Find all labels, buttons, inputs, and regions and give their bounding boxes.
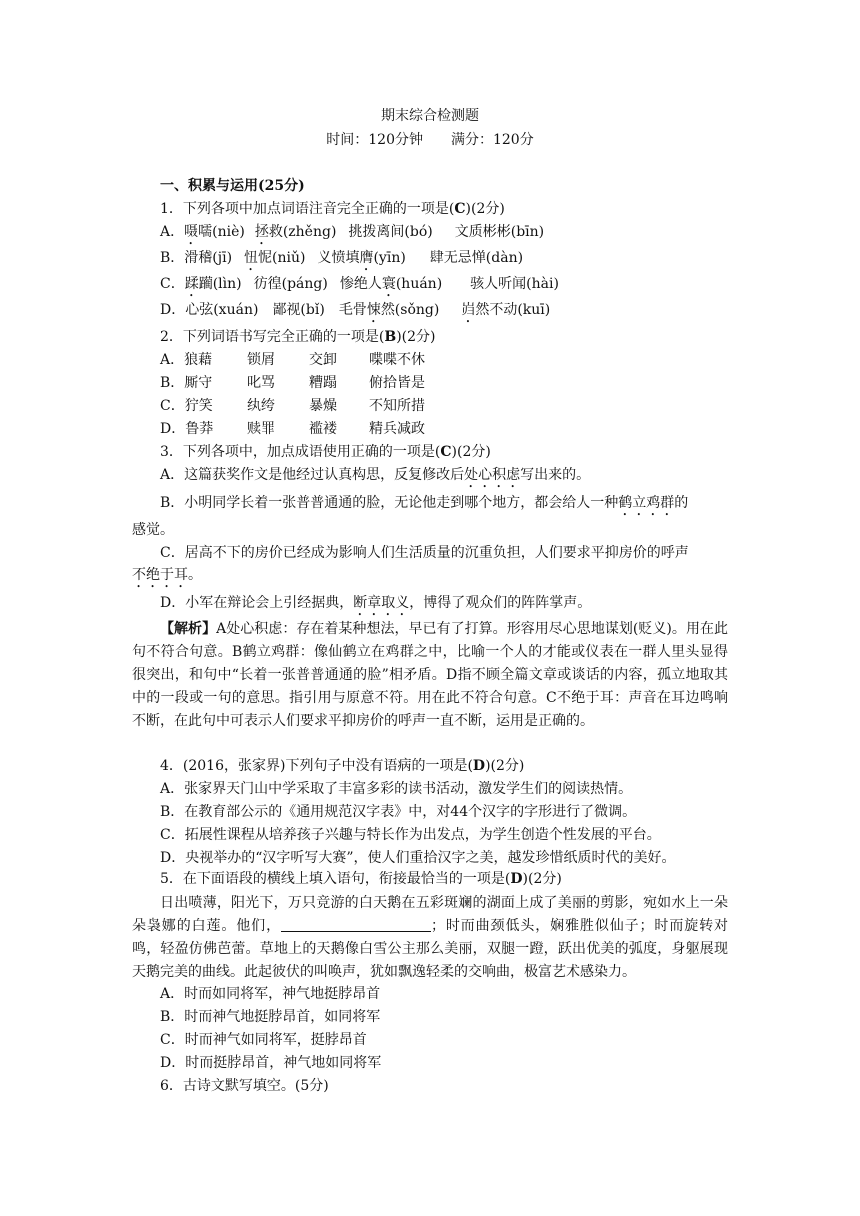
q4-option-b: B．在教育部公示的《通用规范汉字表》中，对44个汉字的字形进行了微调。 xyxy=(160,804,637,820)
q3-option-b-cont: 感觉。 xyxy=(132,522,174,538)
exam-info: 时间：120分钟 满分：120分 xyxy=(326,132,534,148)
question-2: 2．下列词语书写完全正确的一项是(B)(2分) xyxy=(160,329,436,345)
q1-option-c: C．蹂躏(lìn) 彷徨(páng) 惨绝人寰(huán) 骇人听闻(hài) xyxy=(160,276,559,292)
q1-option-d: D．心弦(xuán) 鄙视(bǐ) 毛骨悚然(sǒng) 岿然不动(kuī) xyxy=(160,302,551,318)
q1-option-a: A．嗫嚅(niè) 拯救(zhěng) 挑拨离间(bó) 文质彬彬(bīn) xyxy=(160,224,545,240)
question-3: 3．下列各项中，加点成语使用正确的一项是(C)(2分) xyxy=(160,444,491,460)
q3-option-b: B．小明同学长着一张普普通通的脸，无论他走到哪个地方，都会给人一种鹤立鸡群的 xyxy=(160,495,689,511)
exam-page: 期末综合检测题 时间：120分钟 满分：120分 一、积累与运用(25分) 1．下列各项中加点词语注音完全正确的一项是(C)(2分) A．嗫嚅(niè) 拯救(zhěng) 挑拨离间(bó) 文质彬彬(bīn) B．滑稽(jī) 忸怩(niǔ) 义愤填膺(yīn) 肆无忌惮(dàn) C．蹂躏(lìn) 彷徨(páng) 惨绝人寰(huán) 骇人听闻(hài) D．心弦(xuán) 鄙视(bǐ) 毛骨悚然(sǒng) 岿然不动(kuī) 2．下列词语书写完全正确的一项是(B)(2分) A．狼藉 锁屑 交卸 喋喋不休 B．厮守 叱骂 糟蹋 俯拾皆是 C．狞笑 纨绔 暴燥 不知所措 D．鲁莽 赎罪 褴褛 精兵减政 3．下列各项中，加点成语使用正确的一项是(C)(2分) A．这篇获奖作文是他经过认真构思，反复修改后处心积虑写出来的。 B．小明同学长着一张普普通通的脸，无论他走到哪个地方，都会给人一种鹤立鸡群的 感觉。 C．居高不下的房价已经成为影响人们生活质量的沉重负担，人们要求平抑房价的呼声 不绝于耳。 D．小军在辩论会上引经据典，断章取义，博得了观众们的阵阵掌声。 【解析】A处心积虑：存在着某种想法，早已有了打算。形容用尽心思地谋划(贬义)。用在此句不符合句意。B鹤立鸡群：像仙鹤立在鸡群之中，比喻一个人的才能或仪表在一群人里头显得很突出，和句中“长着一张普普通通的脸”相矛盾。D指不顾全篇文章或谈话的内容，孤立地取其中的一段或一句的意思。指引用与原意不符。用在此不符合句意。C不绝于耳：声音在耳边鸣响不断，在此句中可表示人们要求平抑房价的呼声一直不断，运用是正确的。 4．(2016，张家界)下列句子中没有语病的一项是(D)(2分) A．张家界天门山中学采取了丰富多彩的读书活动，激发学生们的阅读热情。 B．在教育部公示的《通用规范汉字表》中，对44个汉字的字形进行了微调。 C．拓展性课程从培养孩子兴趣与特长作为出发点，为学生创造个性发展的平台。 D．央视举办的“汉字听写大赛”，使人们重拾汉字之美，越发珍惜纸质时代的美好。 5．在下面语段的横线上填入语句，衔接最恰当的一项是(D)(2分) 日出喷薄，阳光下，万只竞游的白天鹅在五彩斑斓的湖面上成了美丽的剪影，宛如水上一朵朵袅娜的白莲。他们， ；时而曲颈低头，娴雅胜似仙子；时而旋转对鸣，轻盈仿佛芭蕾。草地上的天鹅像白雪公主那么美丽，双腿一蹬，跃出优美的弧度，身躯展现天鹅完美的曲线。此起彼伏的叫唤声，犹如飘逸轻柔的交响曲，极富艺术感染力。 A．时而如同将军，神气地挺脖昂首 B．时而神气地挺脖昂首，如同将军 C．时而神气如同将军，挺脖昂首 D．时而挺脖昂首，神气地如同将军 6．古诗文默写填空。(5分) xyxy=(0,0,860,1216)
fill-blank xyxy=(281,917,431,932)
q3-option-d: D．小军在辩论会上引经据典，断章取义，博得了观众们的阵阵掌声。 xyxy=(160,595,592,611)
q1-option-b: B．滑稽(jī) 忸怩(niǔ) 义愤填膺(yīn) 肆无忌惮(dàn) xyxy=(160,250,524,266)
q4-option-c: C．拓展性课程从培养孩子兴趣与特长作为出发点，为学生创造个性发展的平台。 xyxy=(160,827,661,843)
page-title: 期末综合检测题 xyxy=(381,108,479,124)
q5-option-b: B．时而神气地挺脖昂首，如同将军 xyxy=(160,1009,381,1025)
q3-option-c: C．居高不下的房价已经成为影响人们生活质量的沉重负担，人们要求平抑房价的呼声 xyxy=(160,545,689,561)
q3-analysis: 【解析】A处心积虑：存在着某种想法，早已有了打算。形容用尽心思地谋划(贬义)。用在此句不符合句意。B鹤立鸡群：像仙鹤立在鸡群之中，比喻一个人的才能或仪表在一群人里头显得很突出，和句中“长着一张普普通通的脸”相矛盾。D指不顾全篇文章或谈话的内容，孤立地取其中的一段或一句的意思。指引用与原意不符。用在此不符合句意。C不绝于耳：声音在耳边鸣响不断，在此句中可表示人们要求平抑房价的呼声一直不断，运用是正确的。 xyxy=(132,621,728,729)
q5-passage: 日出喷薄，阳光下，万只竞游的白天鹅在五彩斑斓的湖面上成了美丽的剪影，宛如水上一朵朵袅娜的白莲。他们， ；时而曲颈低头，娴雅胜似仙子；时而旋转对鸣，轻盈仿佛芭蕾。草地上的天鹅像白雪公主那么美丽，双腿一蹬，跃出优美的弧度，身躯展现天鹅完美的曲线。此起彼伏的叫唤声，犹如飘逸轻柔的交响曲，极富艺术感染力。 xyxy=(132,895,729,980)
q5-option-d: D．时而挺脖昂首，神气地如同将军 xyxy=(160,1055,382,1071)
q5-option-a: A．时而如同将军，神气地挺脖昂首 xyxy=(160,986,381,1002)
q4-option-d: D．央视举办的“汉字听写大赛”，使人们重拾汉字之美，越发珍惜纸质时代的美好。 xyxy=(160,850,676,866)
question-1: 1．下列各项中加点词语注音完全正确的一项是(C)(2分) xyxy=(160,201,505,217)
question-6: 6．古诗文默写填空。(5分) xyxy=(160,1078,329,1094)
q4-option-a: A．张家界天门山中学采取了丰富多彩的读书活动，激发学生们的阅读热情。 xyxy=(160,781,633,797)
q5-option-c: C．时而神气如同将军，挺脖昂首 xyxy=(160,1032,367,1048)
question-5: 5．在下面语段的横线上填入语句，衔接最恰当的一项是(D)(2分) xyxy=(160,871,562,887)
question-4: 4．(2016，张家界)下列句子中没有语病的一项是(D)(2分) xyxy=(160,758,525,774)
section-heading: 一、积累与运用(25分) xyxy=(160,178,305,194)
q3-option-c-cont: 不绝于耳。 xyxy=(132,567,202,583)
q3-option-a: A．这篇获奖作文是他经过认真构思，反复修改后处心积虑写出来的。 xyxy=(160,467,591,483)
